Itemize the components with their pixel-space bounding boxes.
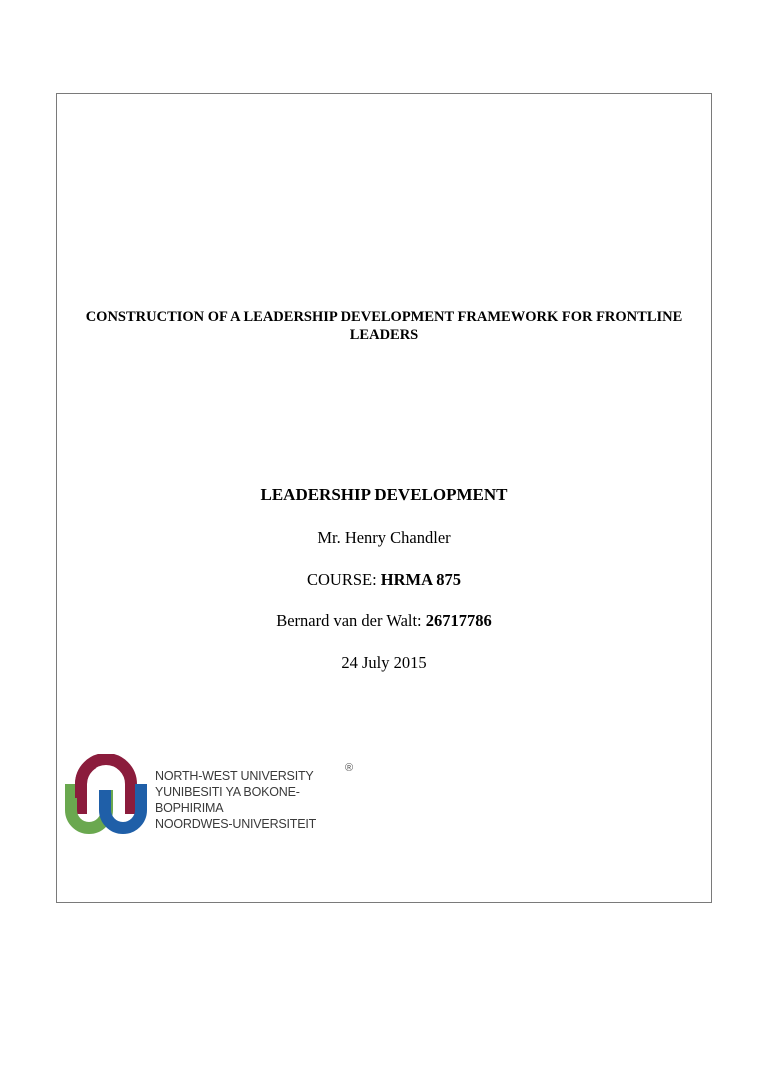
university-emblem-icon [65,754,147,838]
document-title [57,308,711,344]
document-title-line-2: LEADERS [349,327,419,343]
course-line [57,570,711,590]
submission-date: 24 July 2015 [341,653,427,672]
student-line [57,611,711,631]
student-number: 26717786 [425,611,492,630]
lecturer-name: Mr. Henry Chandler [317,528,451,547]
university-name-setswana: YUNIBESITI YA BOKONE-BOPHIRIMA [155,785,300,815]
university-name-english: NORTH-WEST UNIVERSITY [155,769,314,783]
course-label: COURSE: [306,570,381,589]
subject-heading: LEADERSHIP DEVELOPMENT [260,485,508,504]
course-code: HRMA 875 [380,570,462,589]
university-logo [65,754,365,838]
university-name [155,768,365,832]
university-name-afrikaans: NOORDWES-UNIVERSITEIT [155,817,317,831]
registered-mark: ® [345,762,354,774]
student-name: Bernard van der Walt: [276,611,426,630]
document-title-line-1: CONSTRUCTION OF A LEADERSHIP DEVELOPMENT FRAMEWORK FOR FRONTLINE [85,309,683,325]
cover-page-frame [56,93,712,903]
